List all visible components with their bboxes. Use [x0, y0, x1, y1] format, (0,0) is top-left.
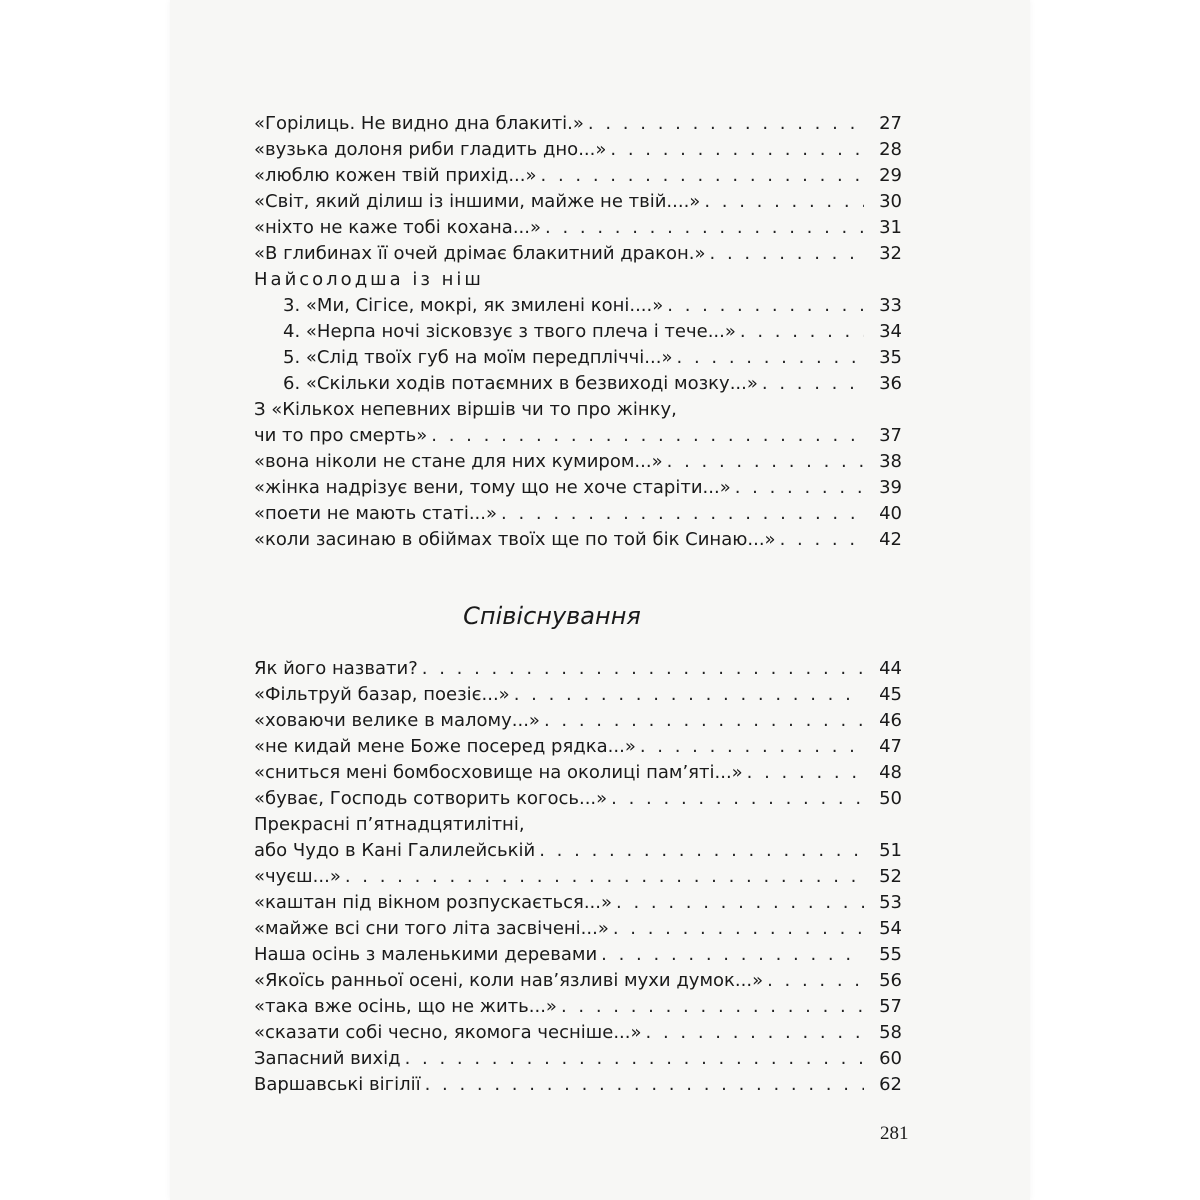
toc-entry-page: 54: [879, 918, 902, 939]
toc-part-1: [254, 111, 902, 553]
toc-entry-page: 45: [879, 684, 902, 705]
toc-leader-dots: [767, 968, 864, 994]
toc-entry-title: «ховаючи велике в малому...»: [254, 710, 540, 731]
toc-leader-dots: [601, 942, 864, 968]
toc-entry-title: Запасний вихід: [254, 1048, 401, 1069]
toc-entry-page: 31: [879, 217, 902, 238]
toc-entry-title: «Фільтруй базар, поезіє...»: [254, 684, 510, 705]
toc-leader-dots: [610, 137, 864, 163]
toc-entry: [254, 475, 902, 501]
toc-entry: [254, 241, 902, 267]
toc-entry-title: «вузька долоня риби гладить дно...»: [254, 139, 607, 160]
toc-entry-title: «Горілиць. Не видно дна блакиті.»: [254, 113, 584, 134]
toc-entry-page: 44: [879, 658, 902, 679]
toc-leader-dots: [747, 760, 864, 786]
toc-leader-dots: [704, 189, 864, 215]
toc-entry-title: Варшавські вігілії: [254, 1074, 421, 1095]
toc-entry: [254, 968, 902, 994]
toc-entry-title: Прекрасні п’ятнадцятилітні,: [254, 814, 525, 835]
toc-entry-page: 30: [879, 191, 902, 212]
toc-leader-dots: [539, 838, 864, 864]
toc-entry-title: «буває, Господь сотворить когось...»: [254, 788, 608, 809]
toc-entry: [254, 760, 902, 786]
toc-entry-title: Як його назвати?: [254, 658, 418, 679]
toc-entry: [254, 423, 902, 449]
toc-entry: [254, 371, 902, 397]
toc-entry-title: «майже всі сни того літа засвічені...»: [254, 918, 609, 939]
toc-entry-page: 60: [879, 1048, 902, 1069]
toc-entry-title: «люблю кожен твій прихід...»: [254, 165, 537, 186]
toc-entry-page: 32: [879, 243, 902, 264]
toc-leader-dots: [431, 423, 864, 449]
toc-entry-page: 57: [879, 996, 902, 1017]
toc-leader-dots: [640, 734, 864, 760]
toc-entry: [254, 1072, 902, 1098]
toc-entry: [254, 501, 902, 527]
toc-leader-dots: [762, 371, 864, 397]
toc-entry-title: чи то про смерть»: [254, 425, 428, 446]
toc-entry-page: 50: [879, 788, 902, 809]
toc-entry: [254, 267, 902, 293]
toc-entry: [254, 682, 902, 708]
toc-leader-dots: [667, 293, 864, 319]
toc-entry: [254, 215, 902, 241]
toc-entry: [254, 319, 902, 345]
toc-leader-dots: [740, 319, 864, 345]
toc-leader-dots: [544, 708, 864, 734]
toc-entry-page: 36: [879, 373, 902, 394]
toc-leader-dots: [545, 215, 864, 241]
toc-entry-title: Наша осінь з маленькими деревами: [254, 944, 598, 965]
toc-entry-page: 40: [879, 503, 902, 524]
toc-entry-title: «поети не мають статі...»: [254, 503, 497, 524]
toc-entry-page: 34: [879, 321, 902, 342]
toc-entry-title: З «Кількох непевних віршів чи то про жінку,: [254, 399, 677, 420]
toc-entry: [254, 189, 902, 215]
toc-leader-dots: [588, 111, 864, 137]
toc-entry-title: 4. «Нерпа ночі зісковзує з твого плеча і тече...»: [283, 321, 736, 342]
toc-leader-dots: [561, 994, 864, 1020]
toc-leader-dots: [667, 449, 864, 475]
toc-entry-page: 38: [879, 451, 902, 472]
toc-entry-page: 51: [879, 840, 902, 861]
toc-entry: [254, 397, 902, 423]
toc-entry: [254, 838, 902, 864]
toc-entry: [254, 812, 902, 838]
toc-entry-title: «вона ніколи не стане для них кумиром...»: [254, 451, 663, 472]
toc-entry-title: або Чудо в Кані Галилейській: [254, 840, 536, 861]
toc-entry: [254, 1046, 902, 1072]
toc-leader-dots: [611, 786, 864, 812]
toc-entry: [254, 656, 902, 682]
toc-entry-page: 46: [879, 710, 902, 731]
toc-leader-dots: [710, 241, 864, 267]
toc-entry-page: 53: [879, 892, 902, 913]
toc-part-2: [254, 656, 902, 1098]
toc-entry: [254, 163, 902, 189]
toc-entry: [254, 942, 902, 968]
toc-entry-page: 37: [879, 425, 902, 446]
toc-entry: [254, 994, 902, 1020]
toc-entry-title: «така вже осінь, що не жить...»: [254, 996, 557, 1017]
toc-entry-title: 6. «Скільки ходів потаємних в безвиході мозку...»: [283, 373, 758, 394]
toc-entry-title: Найсолодша із ніш: [254, 269, 484, 290]
toc-entry: [254, 916, 902, 942]
toc-leader-dots: [425, 1072, 864, 1098]
toc-entry: [254, 293, 902, 319]
toc-entry-page: 27: [879, 113, 902, 134]
toc-entry-page: 48: [879, 762, 902, 783]
toc-entry: [254, 708, 902, 734]
page-number: 281: [880, 1123, 909, 1144]
toc-entry: [254, 1020, 902, 1046]
toc-entry-page: 29: [879, 165, 902, 186]
toc-entry-page: 62: [879, 1074, 902, 1095]
toc-leader-dots: [735, 475, 864, 501]
toc-entry-title: «сказати собі чесно, якомога чесніше...»: [254, 1022, 642, 1043]
toc-entry: [254, 527, 902, 553]
toc-entry-title: «В глибинах її очей дрімає блакитний дракон.»: [254, 243, 706, 264]
toc-leader-dots: [541, 163, 865, 189]
toc-leader-dots: [345, 864, 864, 890]
toc-entry-title: 3. «Ми, Сігісе, мокрі, як змилені коні....»: [283, 295, 664, 316]
toc-entry-title: «каштан під вікном розпускається...»: [254, 892, 612, 913]
toc-entry-title: «жінка надрізує вени, тому що не хоче старіти...»: [254, 477, 731, 498]
toc-entry: [254, 864, 902, 890]
toc-entry-page: 39: [879, 477, 902, 498]
toc-entry-page: 55: [879, 944, 902, 965]
toc-entry: [254, 449, 902, 475]
toc-leader-dots: [613, 916, 864, 942]
toc-entry: [254, 111, 902, 137]
toc-entry-title: «не кидай мене Боже посеред рядка...»: [254, 736, 636, 757]
toc-entry-page: 28: [879, 139, 902, 160]
toc-entry-title: «Якоїсь ранньої осені, коли нав’язливі мухи думок...»: [254, 970, 764, 991]
toc-leader-dots: [514, 682, 864, 708]
toc-leader-dots: [677, 345, 865, 371]
toc-entry: [254, 786, 902, 812]
toc-entry-title: «чуєш...»: [254, 866, 341, 887]
toc-entry: [254, 734, 902, 760]
toc-leader-dots: [422, 656, 864, 682]
toc-leader-dots: [405, 1046, 864, 1072]
toc-leader-dots: [780, 527, 864, 553]
toc-entry: [254, 137, 902, 163]
toc-entry-page: 35: [879, 347, 902, 368]
toc-entry-page: 42: [879, 529, 902, 550]
toc-entry: [254, 345, 902, 371]
toc-entry-page: 58: [879, 1022, 902, 1043]
toc-entry-title: «сниться мені бомбосховище на околиці пам’яті...»: [254, 762, 743, 783]
toc-entry-title: «коли засинаю в обіймах твоїх ще по той бік Синаю...»: [254, 529, 776, 550]
toc-entry: [254, 890, 902, 916]
toc-entry-title: «ніхто не каже тобі кохана...»: [254, 217, 541, 238]
toc-entry-page: 52: [879, 866, 902, 887]
toc-entry-page: 56: [879, 970, 902, 991]
section-title: Співіснування: [463, 602, 641, 630]
toc-leader-dots: [646, 1020, 865, 1046]
toc-entry-page: 47: [879, 736, 902, 757]
toc-entry-page: 33: [879, 295, 902, 316]
toc-entry-title: 5. «Слід твоїх губ на моїм передпліччі...»: [283, 347, 673, 368]
toc-leader-dots: [501, 501, 864, 527]
toc-leader-dots: [616, 890, 864, 916]
toc-entry-title: «Світ, який ділиш із іншими, майже не твій....»: [254, 191, 701, 212]
